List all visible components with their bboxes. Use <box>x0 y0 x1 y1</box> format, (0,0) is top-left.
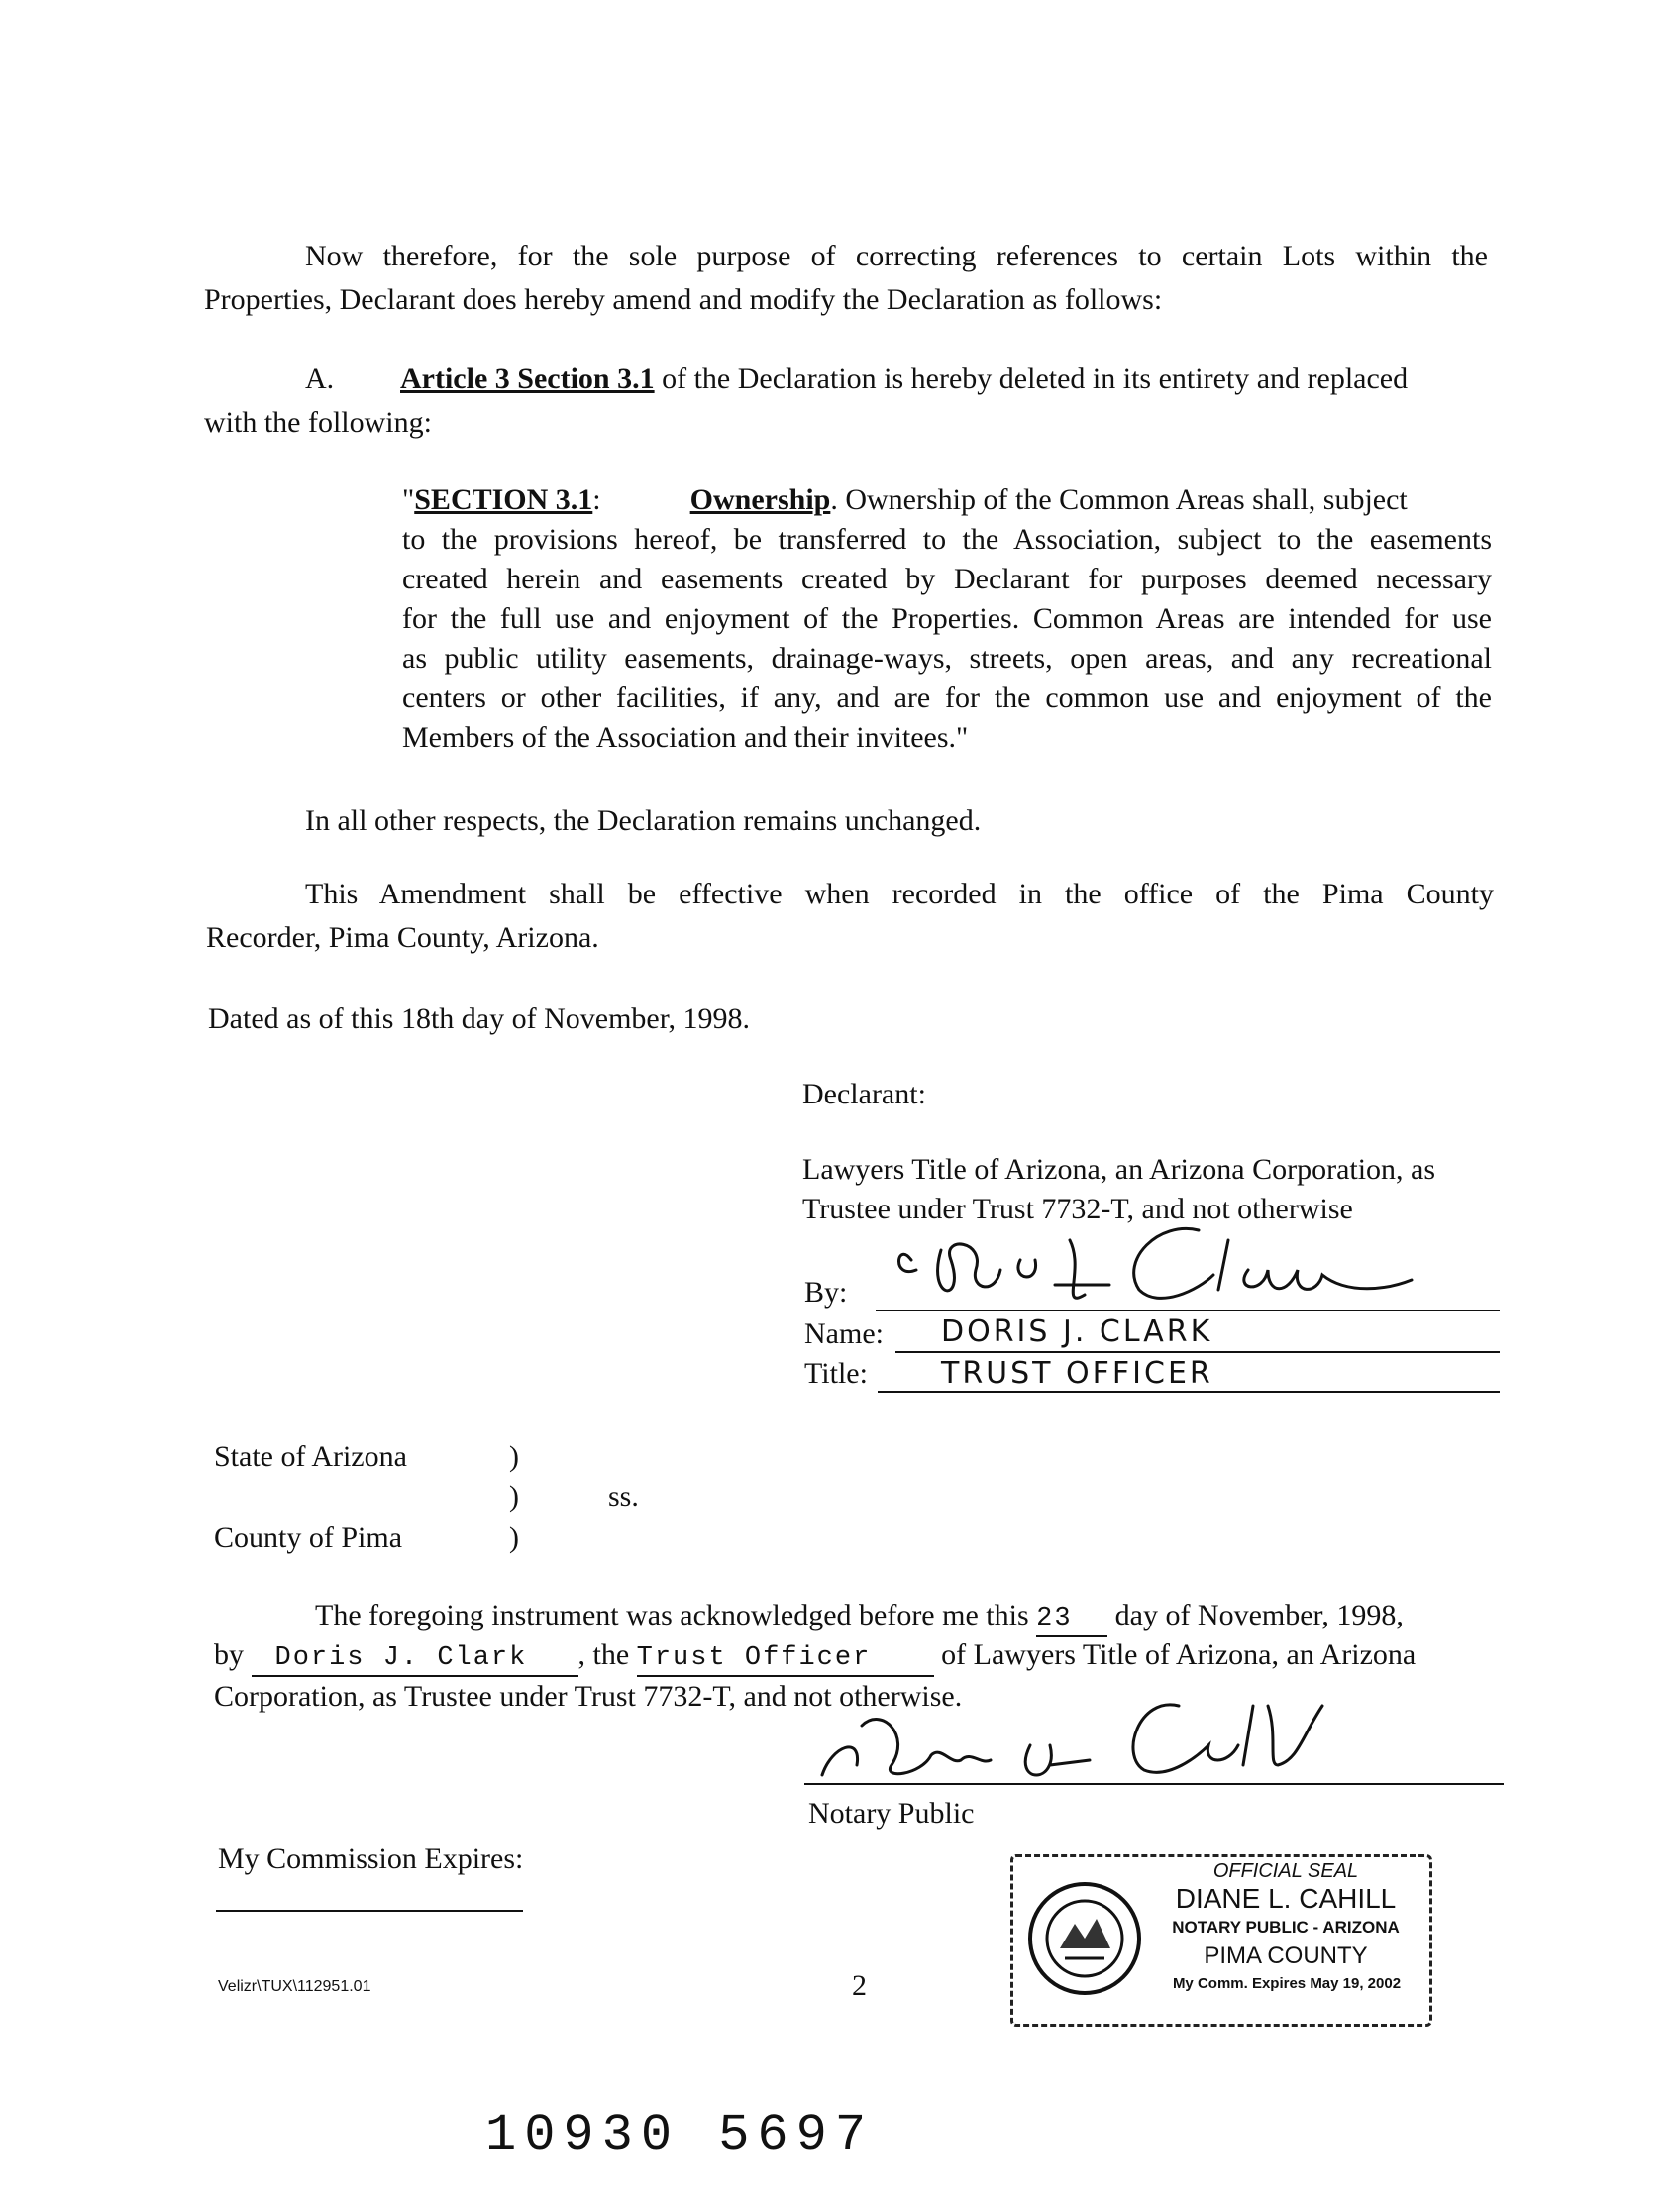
unchanged-clause: In all other respects, the Declaration remains unchanged. <box>305 804 982 837</box>
venue-paren-2: ) <box>509 1480 519 1513</box>
title-label: Title: <box>804 1357 868 1390</box>
ack-text-1: The foregoing instrument was acknowledged before me this <box>315 1599 1029 1631</box>
item-a-marker: A. <box>305 363 335 395</box>
section-line-7: Members of the Association and their invitees." <box>402 721 969 754</box>
seal-line-1: OFFICIAL SEAL <box>1212 1860 1359 1882</box>
seal-line-5: My Comm. Expires May 19, 2002 <box>1172 1975 1402 1992</box>
notary-signature-line <box>804 1783 1504 1785</box>
intro-line-1: Now therefore, for the sole purpose of correcting references to certain Lots within the <box>305 240 1488 272</box>
commission-label: My Commission Expires: <box>218 1842 524 1875</box>
ack-text-2: day of November, 1998, <box>1114 1599 1404 1631</box>
dated-line: Dated as of this 18th day of November, 1998. <box>208 1002 751 1035</box>
section-line-2: to the provisions hereof, be transferred to the Association, subject to the easements <box>402 523 1492 556</box>
ack-by: by <box>214 1638 244 1671</box>
intro-line-2: Properties, Declarant does hereby amend and modify the Declaration as follows: <box>204 283 1163 316</box>
ack-line-1 <box>315 1595 1404 1637</box>
article-reference: Article 3 Section 3.1 <box>400 363 655 395</box>
venue-paren-1: ) <box>509 1440 519 1473</box>
ack-text-3: of Lawyers Title of Arizona, an Arizona <box>941 1638 1417 1671</box>
item-a-text: of the Declaration is hereby deleted in its entirety and replaced <box>662 363 1409 395</box>
name-value: DORIS J. CLARK <box>941 1314 1213 1349</box>
section-line-4: for the full use and enjoyment of the Properties. Common Areas are intended for use <box>402 602 1492 635</box>
seal-line-4: PIMA COUNTY <box>1204 1942 1368 1969</box>
ack-day: 23 <box>1036 1602 1107 1637</box>
ack-name: Doris J. Clark <box>252 1641 578 1677</box>
seal-line-2: DIANE L. CAHILL <box>1175 1883 1397 1914</box>
section-line-5: as public utility easements, drainage-ways, streets, open areas, and any recreational <box>402 642 1492 675</box>
by-label: By: <box>804 1276 848 1309</box>
declarant-entity-line-2: Trustee under Trust 7732-T, and not otherwise <box>802 1193 1353 1225</box>
state-seal-emblem <box>1025 1879 1144 1998</box>
file-reference: Velizr\TUX\112951.01 <box>218 1978 371 1995</box>
section-line-6: centers or other facilities, if any, and are for the common use and enjoyment of the <box>402 682 1492 714</box>
effective-line-1: This Amendment shall be effective when recorded in the office of the Pima County <box>305 878 1494 910</box>
title-value: TRUST OFFICER <box>941 1356 1213 1391</box>
name-label: Name: <box>804 1317 884 1350</box>
notary-public-label: Notary Public <box>808 1797 975 1830</box>
declarant-entity-line-1: Lawyers Title of Arizona, an Arizona Corporation, as <box>802 1153 1436 1186</box>
seal-line-3: NOTARY PUBLIC - ARIZONA <box>1172 1918 1400 1937</box>
effective-line-2: Recorder, Pima County, Arizona. <box>206 921 599 954</box>
commission-line <box>216 1910 523 1912</box>
declarant-label: Declarant: <box>802 1078 926 1110</box>
venue-ss: ss. <box>608 1480 639 1513</box>
venue-county: County of Pima <box>214 1521 403 1554</box>
section-quote-mark: " <box>402 483 415 516</box>
page-number: 2 <box>852 1969 867 2002</box>
item-a <box>305 359 1488 400</box>
venue-paren-3: ) <box>509 1521 519 1554</box>
section-label: SECTION 3.1 <box>414 483 593 516</box>
section-colon: : <box>592 483 601 516</box>
section-heading: Ownership <box>689 483 831 516</box>
section-line-3: created herein and easements created by Declarant for purposes deemed necessary <box>402 563 1492 595</box>
venue-state: State of Arizona <box>214 1440 407 1473</box>
section-line-1-rest: . Ownership of the Common Areas shall, subject <box>830 483 1408 516</box>
section-first-line <box>402 479 1492 521</box>
item-a-line-2: with the following: <box>204 406 432 439</box>
ack-line-3: Corporation, as Trustee under Trust 7732-T, and not otherwise. <box>214 1680 963 1713</box>
recording-stamp-number: 10930 5697 <box>485 2106 875 2164</box>
notary-signature <box>802 1666 1357 1795</box>
ack-role: Trust Officer <box>637 1641 934 1677</box>
ack-the: , the <box>578 1638 630 1671</box>
declarant-signature <box>872 1201 1426 1319</box>
official-seal <box>1010 1854 1432 2027</box>
